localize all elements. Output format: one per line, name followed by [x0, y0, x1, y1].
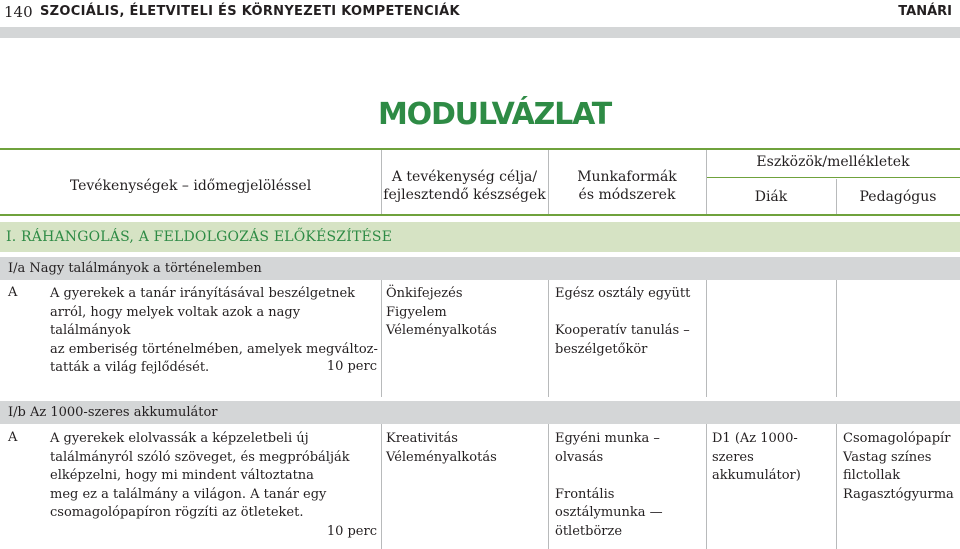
- row-b-sep-4: [836, 424, 837, 549]
- col-methods-label-2: és módszerek: [578, 187, 676, 203]
- method-item: Egész osztály együtt: [555, 286, 691, 301]
- row-a-sep-2: [548, 280, 549, 397]
- activity-line: az emberiség történelmében, amelyek megváltoz-: [50, 341, 378, 357]
- row-b-sep-1: [381, 424, 382, 549]
- subsection-title-b: I/b Az 1000-szeres akkumulátor: [8, 405, 218, 420]
- col-methods-label-1: Munkaformák: [577, 169, 677, 185]
- section-title: I. RÁHANGOLÁS, A FELDOLGOZÁS ELŐKÉSZÍTÉSE: [6, 229, 393, 245]
- method-item: Kooperatív tanulás –: [555, 323, 690, 338]
- row-a-sep-4: [836, 280, 837, 397]
- row-b-methods: [555, 430, 705, 541]
- col-goal-label-2: fejlesztendő készségek: [383, 187, 546, 203]
- teacher-tool-item: filctollak: [843, 468, 901, 483]
- page-title: MODULVÁZLAT: [378, 97, 612, 132]
- header-bar: [0, 27, 960, 38]
- row-b-sep-3: [706, 424, 707, 549]
- table-top-rule: [0, 148, 960, 150]
- row-a-duration: 10 perc: [326, 359, 377, 374]
- edition-label: TANÁRI: [898, 4, 952, 19]
- teacher-tool-item: Ragasztógyurma: [843, 486, 954, 502]
- activity-line: csomagolópapíron rögzíti az ötleteket.: [50, 505, 304, 520]
- method-item: beszélgetőkör: [555, 341, 648, 357]
- row-a-marker: A: [8, 285, 18, 300]
- subsection-title-a: I/a Nagy találmányok a történelemben: [8, 261, 262, 276]
- row-b-student-tools: [712, 430, 836, 486]
- row-a-sep-3: [706, 280, 707, 397]
- activity-line: A gyerekek elolvassák a képzeletbeli új: [50, 431, 309, 446]
- tools-divider-rule: [706, 177, 960, 178]
- col-goal-header: [381, 168, 548, 204]
- teacher-tool-item: Vastag színes: [843, 449, 932, 465]
- method-item: Frontális: [555, 486, 615, 502]
- activity-line: A gyerekek a tanár irányításával beszélgetnek: [50, 286, 356, 301]
- col-activities-label: Tevékenységek – időmegjelöléssel: [69, 178, 312, 194]
- col-tools-header: Eszközök/mellékletek: [756, 154, 910, 170]
- row-b-sep-2: [548, 424, 549, 549]
- method-item: olvasás: [555, 449, 604, 465]
- row-a-sep-1: [381, 280, 382, 397]
- activity-line: tatták a világ fejlődését.: [50, 360, 210, 375]
- row-a-goals: [386, 285, 546, 341]
- col-activities-header: [0, 177, 381, 195]
- col-teacher-header: Pedagógus: [859, 189, 937, 205]
- method-item: Egyéni munka –: [555, 431, 660, 446]
- student-tool-item: akkumulátor): [712, 468, 801, 483]
- header-bottom-rule: [0, 214, 960, 216]
- col-methods-header: [548, 168, 706, 204]
- row-b-marker: A: [8, 430, 18, 445]
- activity-line: arról, hogy melyek voltak azok a nagy találmányok: [50, 304, 301, 338]
- activity-line: találmányról szóló szöveget, és megpróbálják: [50, 449, 350, 465]
- student-tool-item: D1 (Az 1000-szeres: [712, 431, 798, 465]
- teacher-tool-item: Csomagolópapír: [843, 431, 951, 446]
- running-title: SZOCIÁLIS, ÉLETVITELI ÉS KÖRNYEZETI KOMPETENCIÁK: [40, 4, 460, 19]
- goal-item: Figyelem: [386, 304, 447, 320]
- row-b-goals: [386, 430, 546, 467]
- row-b-duration: 10 perc: [326, 524, 377, 539]
- goal-item: Véleményalkotás: [386, 449, 497, 465]
- col-student-header: Diák: [754, 189, 788, 205]
- row-a-methods: [555, 285, 705, 359]
- goal-item: Véleményalkotás: [386, 323, 497, 338]
- activity-line: meg ez a találmány a világon. A tanár egy: [50, 486, 327, 502]
- activity-line: elképzelni, hogy mi mindent változtatna: [50, 468, 314, 483]
- goal-item: Kreativitás: [386, 431, 458, 446]
- page-number: 140: [4, 3, 33, 21]
- method-item: ötletbörze: [555, 523, 623, 539]
- row-b-activity: [50, 430, 380, 523]
- method-item: osztálymunka —: [555, 505, 663, 520]
- row-b-teacher-tools: [843, 430, 960, 504]
- col-goal-label-1: A tevékenység célja/: [391, 169, 538, 185]
- goal-item: Önkifejezés: [386, 286, 463, 301]
